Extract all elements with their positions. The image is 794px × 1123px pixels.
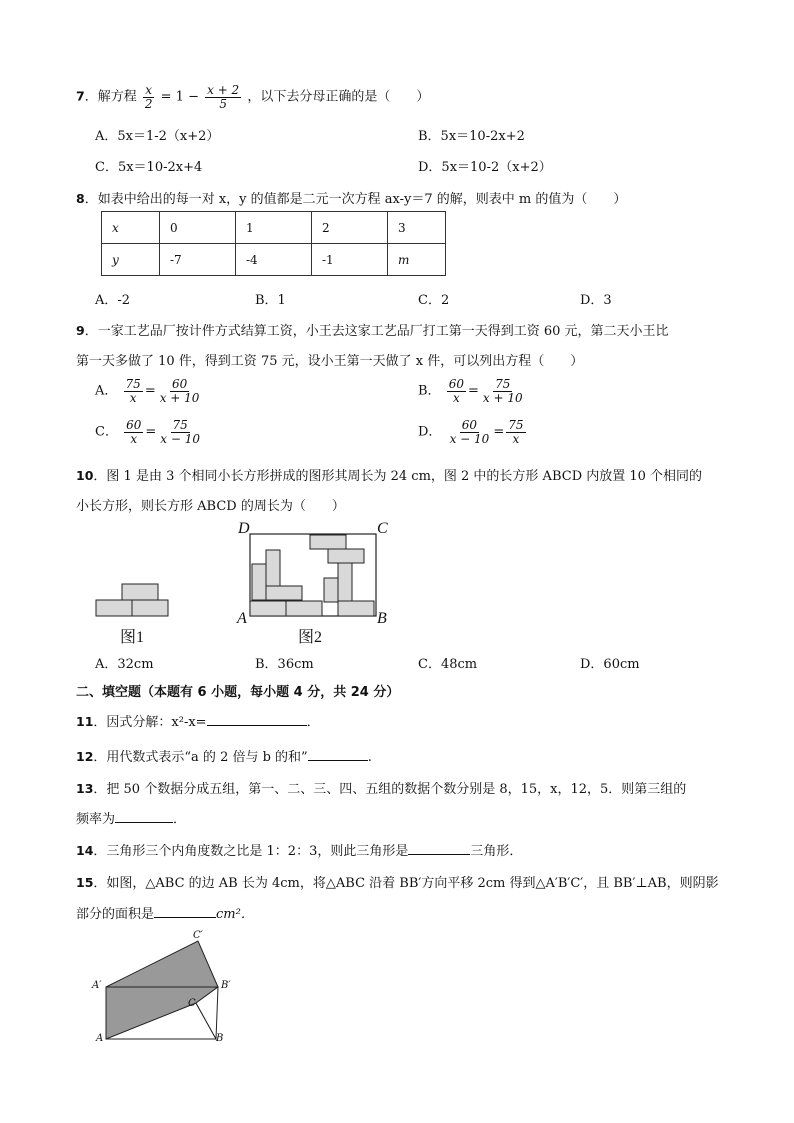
equation-middle: = 1 − <box>160 89 199 105</box>
unit: cm²． <box>216 907 254 922</box>
q7-option-a[interactable]: A．5x＝1-2（x+2） <box>95 129 220 144</box>
option-label: A． <box>95 383 118 399</box>
figure-label-b: B <box>216 1033 224 1044</box>
q7-option-c[interactable]: C．5x＝10-2x+4 <box>95 160 203 175</box>
table-cell: -1 <box>312 244 388 276</box>
answer-blank[interactable] <box>308 748 368 761</box>
question-text: ．如表中给出的每一对 x，y 的值都是二元一次方程 ax-y＝7 的解，则表中 m 的值为（ ） <box>84 192 627 207</box>
question-10-line1 <box>76 465 702 484</box>
q9-option-c[interactable] <box>95 419 204 445</box>
question-15-line2 <box>76 903 254 922</box>
figure-2-vertex-a: A <box>237 610 247 627</box>
option-label: C． <box>95 424 118 440</box>
question-end: ． <box>306 715 320 730</box>
option-label: B． <box>418 383 441 399</box>
question-7 <box>76 84 429 110</box>
figure-1-label: 图1 <box>120 629 145 646</box>
xy-value-table <box>101 211 446 276</box>
figure-2-vertex-b: B <box>377 610 387 627</box>
q7-option-d[interactable]: D．5x＝10-2（x+2） <box>418 160 552 175</box>
question-text: ．三角形三个内角度数之比是 1：2：3，则此三角形是 <box>93 844 409 859</box>
figure-2-vertex-d: D <box>238 520 250 537</box>
question-number: 8 <box>76 191 85 206</box>
figure-2-vertex-c: C <box>377 520 388 537</box>
question-text: 频率为 <box>76 812 116 827</box>
figure-1-rectangles <box>92 580 172 620</box>
question-10-line2: 小长方形，则长方形 ABCD 的周长为（ ） <box>76 499 345 514</box>
q9-option-b[interactable] <box>418 378 527 404</box>
q8-option-a[interactable]: A．-2 <box>95 293 131 308</box>
question-end: 三角形． <box>470 844 523 859</box>
fraction-x-plus-2-over-5: $\frac{x + 2}{5}$ <box>207 83 240 111</box>
table-cell: -7 <box>160 244 236 276</box>
question-number: 9 <box>76 323 85 338</box>
table-cell: 2 <box>312 212 388 244</box>
table-cell: y <box>102 244 160 276</box>
q7-option-b[interactable]: B．5x＝10-2x+2 <box>418 129 525 144</box>
figure-label-c-prime: C′ <box>193 930 203 941</box>
question-text: ．图 1 是由 3 个相同小长方形拼成的图形其周长为 24 cm，图 2 中的长方形 ABCD 内放置 10 个相同的 <box>93 469 703 484</box>
figure-label-c: C <box>188 998 196 1009</box>
answer-blank[interactable] <box>207 713 307 726</box>
question-9-line1 <box>76 320 669 339</box>
fraction: $\frac{60}{x - 10}$ <box>449 418 490 446</box>
question-text-tail: ，以下去分母正确的是（ ） <box>247 89 430 105</box>
table-cell: x <box>102 212 160 244</box>
equals-sign: = <box>493 424 505 440</box>
section-fill-in-title: 二、填空题（本题有 6 小题，每小题 4 分，共 24 分） <box>76 685 400 700</box>
equals-sign: = <box>144 383 156 399</box>
figure-label-b-prime: B′ <box>221 980 231 991</box>
figure-label-a-prime: A′ <box>92 980 102 991</box>
answer-blank[interactable] <box>154 905 216 918</box>
question-end: ． <box>173 812 187 827</box>
question-15-line1 <box>76 872 719 891</box>
question-13-line2 <box>76 808 186 827</box>
q10-option-d[interactable]: D．60cm <box>580 657 640 672</box>
question-text: ．解方程 <box>84 89 137 105</box>
question-number: 13 <box>76 781 94 796</box>
fraction-x-over-2: $\frac{x}{2}$ <box>144 83 153 111</box>
option-label: D． <box>418 424 442 440</box>
table-row <box>102 212 446 244</box>
q8-option-c[interactable]: C．2 <box>418 293 450 308</box>
equals-sign: = <box>467 383 479 399</box>
q9-option-d[interactable] <box>418 419 528 445</box>
question-13-line1 <box>76 778 686 797</box>
q10-option-b[interactable]: B．36cm <box>255 657 314 672</box>
answer-blank[interactable] <box>408 842 470 855</box>
question-number: 10 <box>76 468 94 483</box>
table-cell: 0 <box>160 212 236 244</box>
fraction: $\frac{75}{x}$ <box>508 418 524 446</box>
q9-option-a[interactable] <box>95 378 203 404</box>
question-12 <box>76 746 372 765</box>
figure-2-rectangle-abcd <box>248 532 380 618</box>
q8-option-d[interactable]: D．3 <box>580 293 612 308</box>
fraction: $\frac{60}{x}$ <box>448 377 464 405</box>
fraction: $\frac{75}{x - 10}$ <box>160 418 201 446</box>
question-number: 15 <box>76 875 94 890</box>
question-text: ．因式分解：x²-x= <box>93 715 207 730</box>
table-row <box>102 244 446 276</box>
table-cell: 3 <box>388 212 446 244</box>
figure-2-label: 图2 <box>298 629 323 646</box>
fraction: $\frac{60}{x + 10}$ <box>159 377 200 405</box>
question-end: . <box>367 750 372 765</box>
question-9-line2: 第一天多做了 10 件，得到工资 75 元，设小王第一天做了 x 件，可以列出方程（ ） <box>76 354 584 369</box>
table-cell: m <box>388 244 446 276</box>
question-number: 14 <box>76 843 94 858</box>
question-text: ．把 50 个数据分成五组，第一、二、三、四、五组的数据个数分别是 8，15，x，12，5．则第三组的 <box>93 782 687 797</box>
q10-option-c[interactable]: C．48cm <box>418 657 478 672</box>
question-number: 7 <box>76 88 85 104</box>
question-14 <box>76 840 522 859</box>
fraction: $\frac{75}{x + 10}$ <box>482 377 523 405</box>
question-number: 11 <box>76 714 94 729</box>
q10-option-a[interactable]: A．32cm <box>95 657 154 672</box>
answer-blank[interactable] <box>115 810 173 823</box>
question-8 <box>76 188 626 207</box>
question-text: ．一家工艺品厂按计件方式结算工资，小王去这家工艺品厂打工第一天得到工资 60 元，第二天小王比 <box>84 324 669 339</box>
equals-sign: = <box>145 424 157 440</box>
question-text: 部分的面积是 <box>76 907 155 922</box>
question-number: 12 <box>76 749 94 764</box>
table-cell: -4 <box>236 244 312 276</box>
fraction: $\frac{60}{x}$ <box>126 418 142 446</box>
table-cell: 1 <box>236 212 312 244</box>
q8-option-b[interactable]: B．1 <box>255 293 286 308</box>
figure-label-a: A <box>96 1033 104 1044</box>
question-11 <box>76 711 320 730</box>
fraction: $\frac{75}{x}$ <box>125 377 141 405</box>
question-text: ．用代数式表示“a 的 2 倍与 b 的和” <box>93 750 308 765</box>
question-text: ．如图，△ABC 的边 AB 长为 4cm，将△ABC 沿着 BB′方向平移 2cm 得到△A′B′C′，且 BB′⊥AB，则阴影 <box>93 876 719 891</box>
